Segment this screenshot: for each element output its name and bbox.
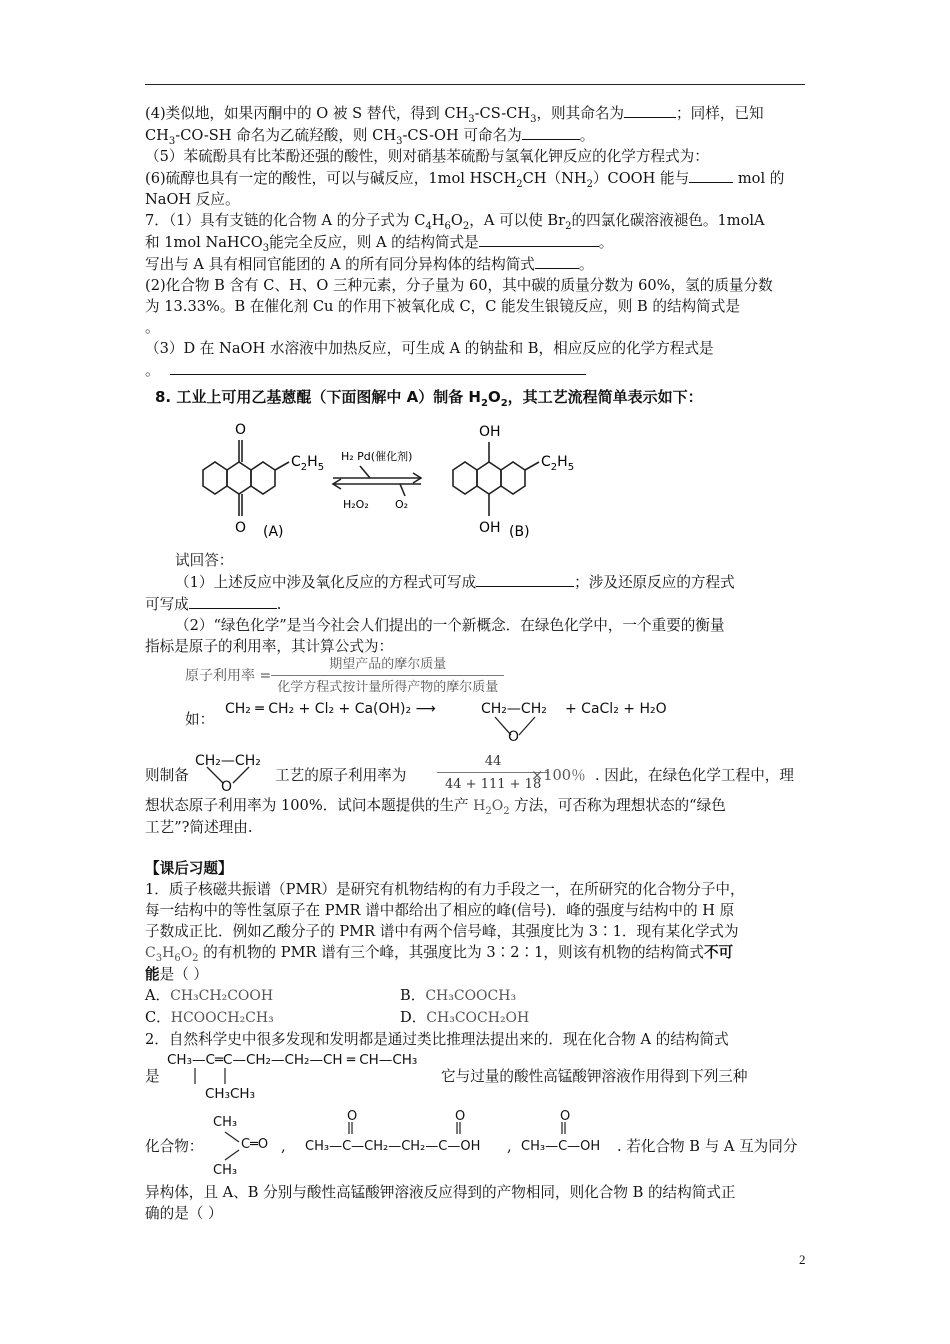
- q8-sub1-cont: 可写成 .: [145, 593, 807, 615]
- after-class-title: 【课后习题】: [145, 860, 233, 877]
- ex2-line1: 2．自然科学史中很多发现和发明都是通过类比推理法提出来的．现在化合物 A 的结构简式: [145, 1031, 729, 1048]
- ex2-isomer-text: . 若化合物 B 与 A 互为同分: [617, 1138, 798, 1155]
- acetic-oxygen: O: [560, 1109, 571, 1124]
- label-b: (B): [509, 524, 530, 540]
- answer-blank[interactable]: [479, 231, 599, 247]
- compound-a-structure: CH₃—C═C—CH₂—CH₂—CH ═ CH—CH₃: [167, 1052, 418, 1068]
- oxygen-top: O: [235, 422, 247, 438]
- option-a[interactable]: A．CH₃CH₂COOH: [145, 987, 274, 1004]
- reaction-diagram: [195, 412, 615, 550]
- formula-fraction: [271, 654, 504, 698]
- q6-part4-cont: $CH_3-CO-SH$ 命名为乙硫羟酸，则 $CH_3-CS-OH$ 可命名为 。: [145, 124, 807, 146]
- q8-ideal: 想状态原子利用率为 100%．试问本题提供的生产 $H_2O_2$ 方法，可否称为理想状态的“绿色: [145, 797, 726, 817]
- q6-part4: (4)类似地，如果丙酮中的 O 被 S 替代，得到 $CH_3-CS-CH_3$，则其命名为 ；同样，已知: [145, 102, 807, 124]
- keto-acid-double-bonds: [345, 1120, 485, 1136]
- ex2-products: [145, 1106, 807, 1182]
- label-a: (A): [263, 524, 284, 540]
- q7-isomers: 写出与 A 具有相同官能团的 A 的所有同分异构体的结构简式 。: [145, 253, 807, 275]
- answer-blank[interactable]: [170, 359, 586, 375]
- then-text: 工艺的原子利用率为: [275, 767, 407, 784]
- keto-acid: CH₃—C—CH₂—CH₂—C—OH: [305, 1139, 481, 1154]
- oxygen-bottom: O: [235, 520, 247, 536]
- ex1-options-ab: [145, 985, 807, 1007]
- acetic-double-bond: [558, 1120, 578, 1136]
- page-number: 2: [799, 1252, 806, 1267]
- ex2-is: 是: [145, 1068, 160, 1085]
- hydroxyl-top: OH: [479, 424, 501, 440]
- o2-label: O₂: [395, 498, 409, 511]
- ex1-line4: $C_3H_6O_2$ 的有机物的 PMR 谱有三个峰，其强度比为 3∶2∶1，则该有机物的结构简式不可: [145, 944, 734, 964]
- q8-sub1: （1）上述反应中涉及氧化反应的方程式可写成 ；涉及还原反应的方程式: [145, 571, 807, 593]
- ex1-options-cd: [145, 1007, 807, 1029]
- then-prefix: 则制备: [145, 767, 189, 784]
- then-continuation: . 因此，在绿色化学工程中，理: [595, 767, 794, 784]
- example-label: 如：: [185, 711, 215, 728]
- separator-comma-2: ,: [507, 1138, 512, 1155]
- q8-ask: 试回答：: [175, 552, 234, 569]
- separator-comma-1: ,: [281, 1138, 286, 1155]
- ex1-line3: 子数成正比．例如乙酸分子的 PMR 谱中有两个信号峰，其强度比为 3∶1．现有某化学式为: [145, 923, 739, 940]
- ex2-line5: 确的是（ ）: [145, 1205, 223, 1222]
- q7-part3: （3）D 在 NaOH 水溶液中加热反应，可生成 A 的钠盐和 B，相应反应的化学方程式是: [145, 340, 714, 357]
- formula-lhs: 原子利用率 =: [185, 667, 272, 684]
- hydroxyl-bottom: OH: [479, 520, 501, 536]
- answer-blank[interactable]: [189, 593, 277, 609]
- ethyl-a: $C_2H_5$: [291, 454, 325, 473]
- q8-sub2: （2）“绿色化学”是当今社会人们提出的一个新概念．在绿色化学中，一个重要的衡量: [175, 617, 725, 634]
- q8-sub2-cont: 指标是原子的利用率，其计算公式为：: [145, 638, 394, 655]
- ex2-line4: 异构体，且 A、B 分别与酸性高锰酸钾溶液反应得到的产物相同，则化合物 B 的结构简式正: [145, 1184, 736, 1201]
- anthraquinone-figure: [145, 412, 807, 550]
- option-c[interactable]: C．HCOOCH₂CH₃: [145, 1009, 274, 1026]
- q7-part1: 7．（1）具有支链的化合物 A 的分子式为 $C_4H_6O_2$，A 可以使 $Br_2$的四氯化碳溶液褪色。1molA: [145, 212, 765, 232]
- ex1-line2: 每一结构中的等性氢原子在 PMR 谱中都给出了相应的峰(信号)．峰的强度与结构中的 H 原: [145, 902, 735, 919]
- q7-part2-cont: 为 13.33%。B 在催化剂 Cu 的作用下被氧化成 C，C 能发生银镜反应，则 B 的结构简式是: [145, 298, 740, 315]
- ex2-products-label: 化合物：: [145, 1138, 204, 1155]
- branch-groups: CH₃CH₃: [205, 1086, 255, 1102]
- acetic-acid: CH₃—C—OH: [521, 1139, 601, 1154]
- page-content: [145, 102, 807, 1224]
- atom-economy-formula: [145, 659, 807, 693]
- example-reaction: [145, 693, 807, 749]
- answer-blank[interactable]: [522, 124, 580, 140]
- atom-economy-example: [145, 751, 807, 795]
- formula-numerator: 期望产品的摩尔质量: [329, 657, 447, 672]
- keto-oxygen: O: [347, 1109, 358, 1124]
- acetone-ch3-bottom: CH₃: [213, 1163, 238, 1178]
- q8-ideal-cont: 工艺”?简述理由.: [145, 819, 253, 836]
- ring-b1: [453, 462, 477, 494]
- q7-part2: (2)化合物 B 含有 C、H、O 三种元素，分子量为 60，其中碳的质量分数为 60%，氢的质量分数: [145, 277, 773, 294]
- answer-blank[interactable]: [689, 167, 733, 183]
- q7-part3-end: 。: [145, 359, 807, 381]
- fraction-numerator: 44: [484, 754, 502, 769]
- option-d[interactable]: D．CH₃COCH₂OH: [400, 1009, 530, 1026]
- times-percent: ×100％: [531, 767, 586, 784]
- ring-a3: [251, 462, 275, 494]
- reaction-byproducts: + CaCl₂ + H₂O: [565, 701, 667, 717]
- epoxide-oxygen: O: [508, 729, 520, 745]
- epoxide-product: CH₂—CH₂: [481, 701, 547, 717]
- ring-b2: [477, 462, 501, 494]
- answer-blank[interactable]: [624, 102, 676, 118]
- acetone-ch3-top: CH₃: [213, 1115, 238, 1130]
- ex2-line2-text: 它与过量的酸性高锰酸钾溶液作用得到下列三种: [441, 1068, 748, 1085]
- q7-part2-end: 。: [145, 319, 160, 336]
- q6-part6: (6)硫醇也具有一定的酸性，可以与碱反应，1mol $HSCH_2CH(NH_2)COOH$ 能与 mol 的: [145, 167, 807, 189]
- reaction-reactants: CH₂ ═ CH₂ + Cl₂ + Ca(OH)₂ ⟶: [225, 701, 436, 717]
- q8-heading: 8. 工业上可用乙基蒽醌（下面图解中 A）制备 $H_2O_2$，其工艺流程简单表示如下：: [155, 388, 703, 409]
- acid-oxygen: O: [455, 1109, 466, 1124]
- acetone-carbonyl: C═O: [241, 1137, 269, 1152]
- fraction-denominator: 44 + 111 + 18: [437, 772, 549, 795]
- h2-pd-label: H₂ Pd(催化剂): [341, 450, 413, 463]
- q7-part1-cont: 和 1mol NaHCO$_3$能完全反应，则 A 的结构简式是 。: [145, 231, 807, 253]
- epoxide-inline: CH₂—CH₂: [195, 753, 261, 769]
- q6-part5: （5）苯硫酚具有比苯酚还强的酸性，则对硝基苯硫酚与氢氧化钾反应的化学方程式为：: [145, 148, 709, 165]
- ex1-line1: 1．质子核磁共振谱（PMR）是研究有机物结构的有力手段之一，在所研究的化合物分子中，: [145, 881, 745, 898]
- epoxide-inline-oxygen: O: [221, 779, 233, 795]
- answer-blank[interactable]: [476, 571, 574, 587]
- ethyl-b: $C_2H_5$: [541, 454, 575, 473]
- ring-b3: [501, 462, 525, 494]
- h2o2-label: H₂O₂: [343, 498, 369, 511]
- header-rule: [145, 84, 805, 85]
- formula-denominator: 化学方程式按计量所得产物的摩尔质量: [271, 675, 504, 698]
- option-b[interactable]: B．CH₃COOCH₃: [400, 987, 517, 1004]
- q6-part6-cont: NaOH 反应。: [145, 191, 240, 208]
- answer-blank[interactable]: [535, 253, 579, 269]
- ex1-line5: 能是（ ）: [145, 966, 209, 983]
- ex2-structure-a: [145, 1050, 807, 1102]
- ring-a2: [227, 462, 251, 494]
- acetone-bonds: [219, 1116, 259, 1176]
- ring-a1: [203, 462, 227, 494]
